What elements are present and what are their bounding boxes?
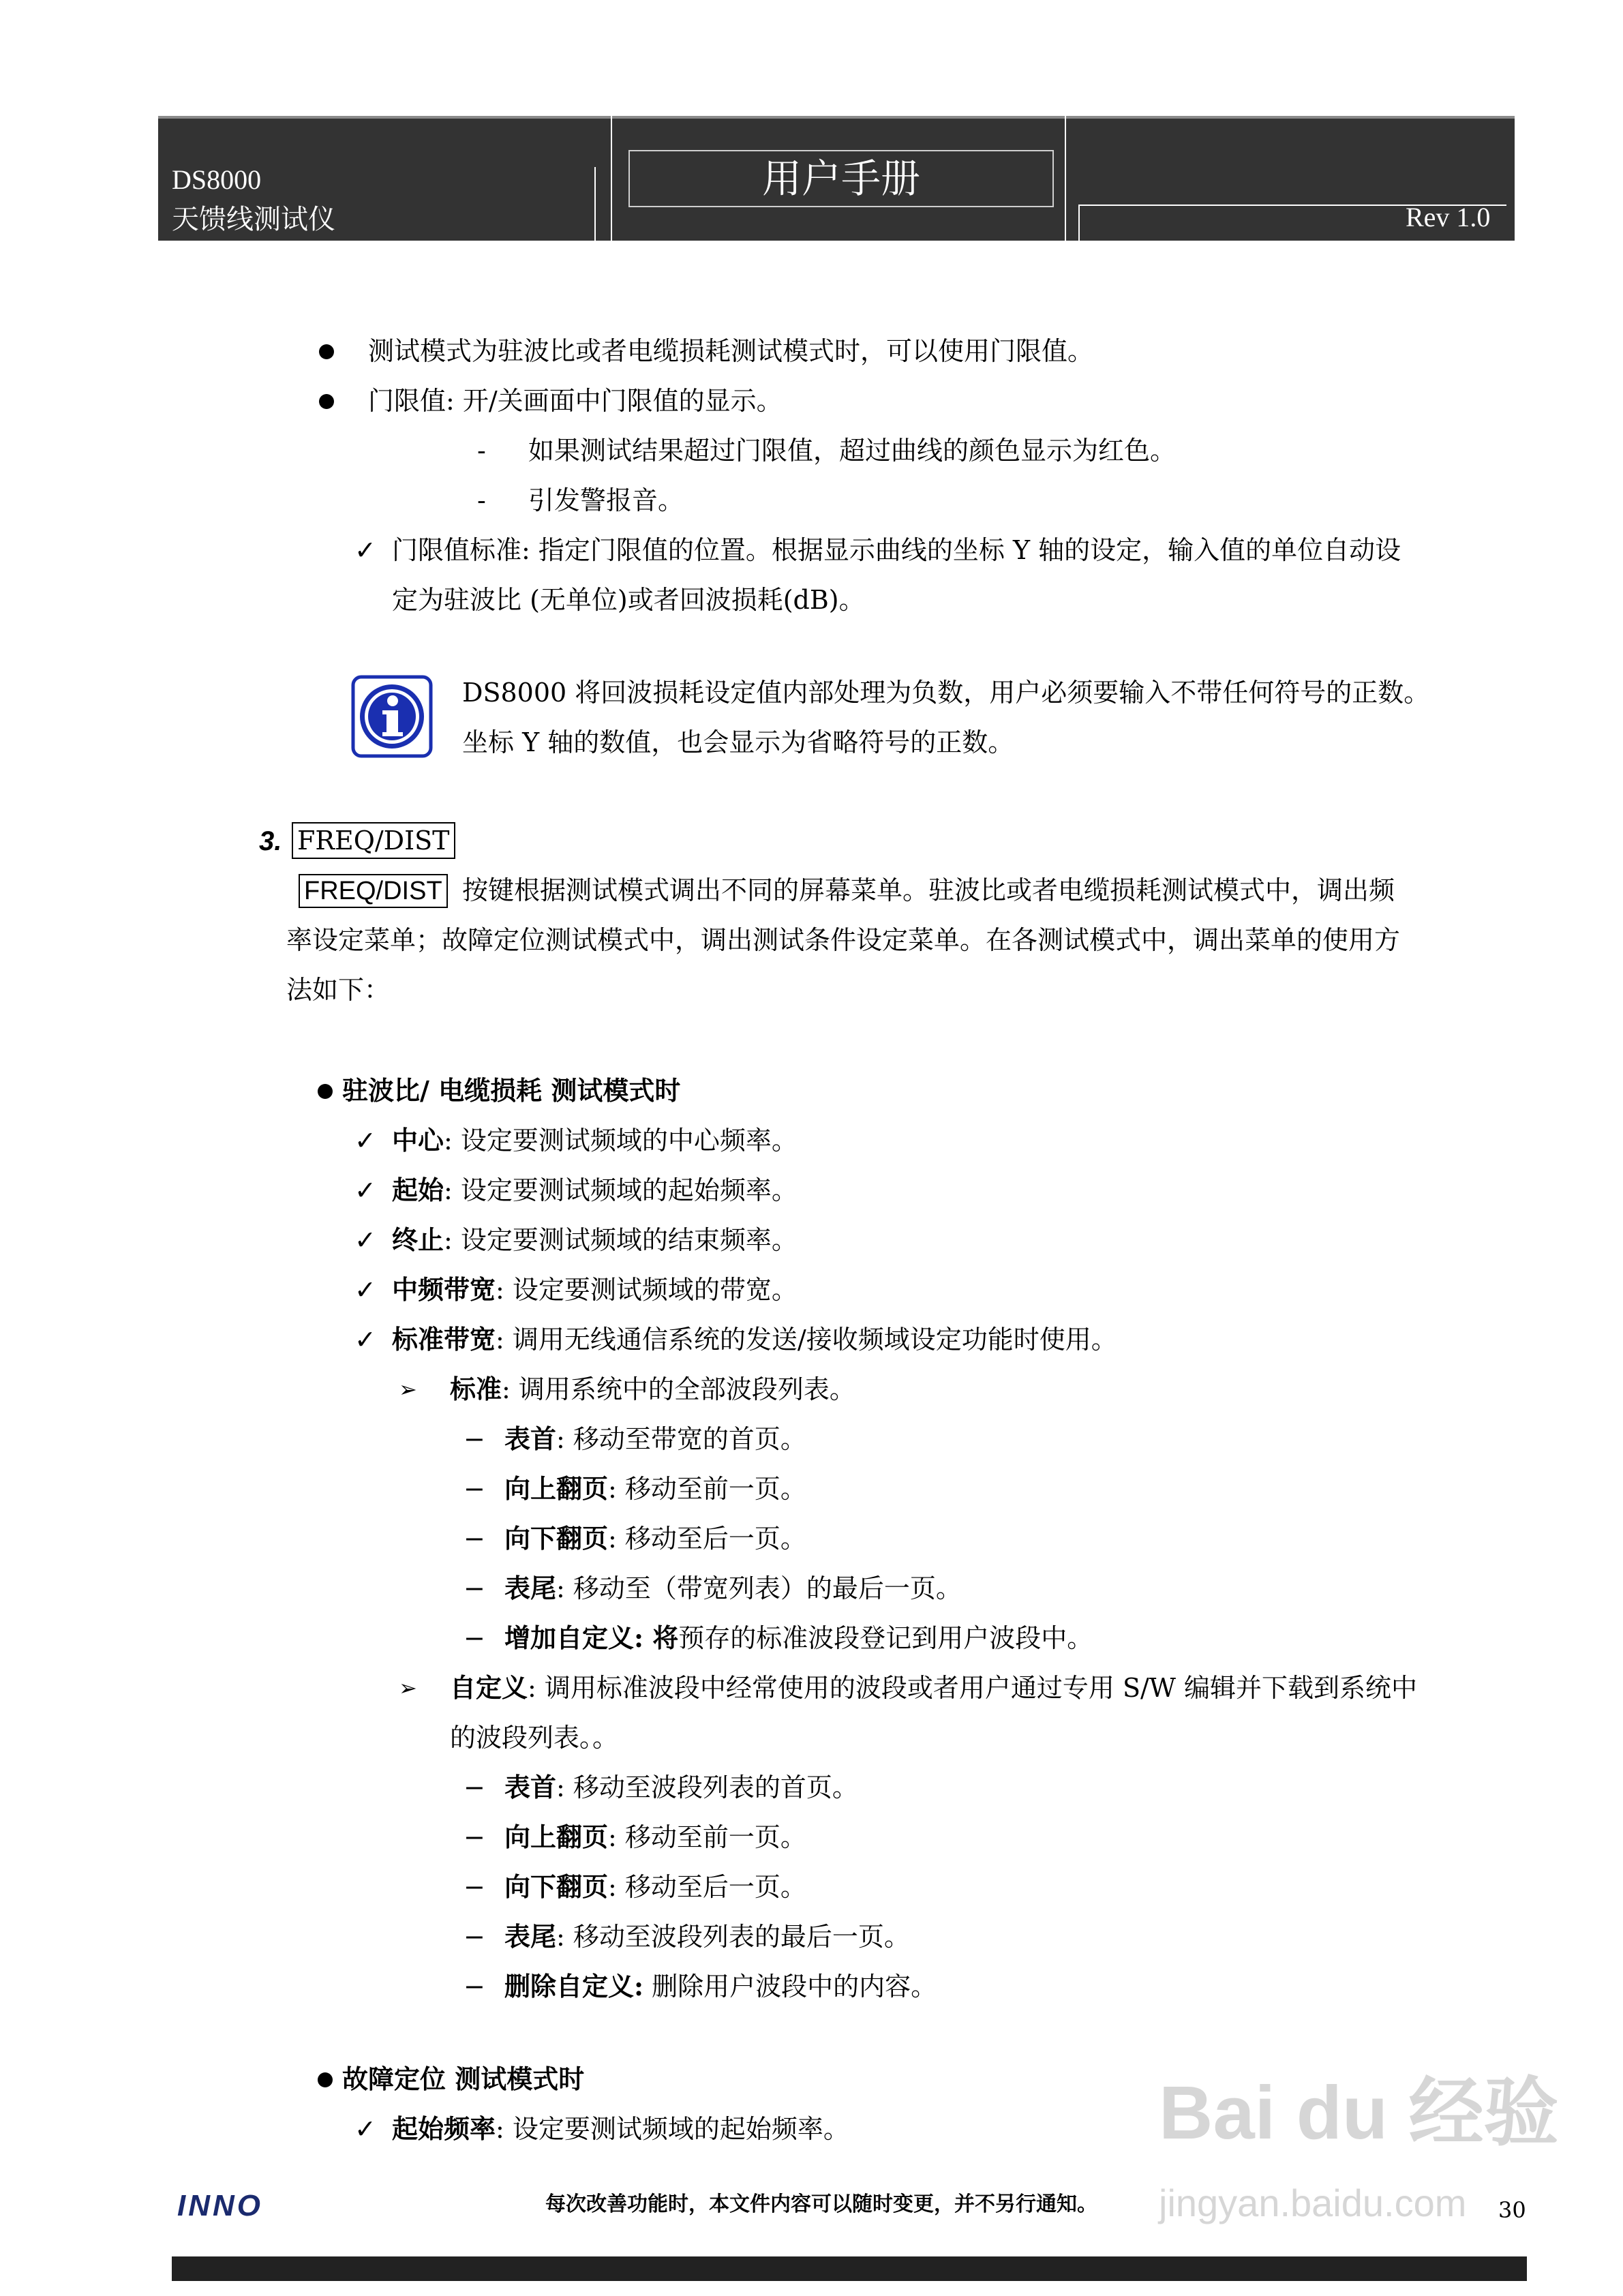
- list-item: [504, 1571, 962, 1606]
- list-item: [504, 1919, 910, 1954]
- dash-mark: −: [464, 1972, 485, 2002]
- header-divider: [1065, 116, 1066, 241]
- item-desc: : 移动至（带宽列表）的最后一页。: [556, 1573, 962, 1603]
- list-item: [450, 1372, 855, 1407]
- bullet-dot: [319, 344, 334, 359]
- item-desc: : 设定要测试频域的带宽。: [496, 1275, 798, 1305]
- check-icon: ✓: [354, 1175, 376, 1205]
- header-product: 天馈线测试仪: [172, 204, 335, 235]
- mode-dtf-heading: 故障定位 测试模式时: [342, 2064, 585, 2094]
- header-divider: [611, 116, 612, 241]
- footer-bar: [172, 2256, 1527, 2281]
- check-icon: ✓: [354, 535, 376, 565]
- item-desc: : 设定要测试频域的起始频率。: [444, 1175, 798, 1205]
- check-icon: ✓: [354, 1275, 376, 1305]
- footer-notice: 每次改善功能时，本文件内容可以随时变更，并不另行通知。: [545, 2193, 1097, 2216]
- arrow-icon: ➢: [399, 1376, 417, 1402]
- item-term: 表首: [504, 1772, 557, 1802]
- mode-vswr-heading: 驻波比/ 电缆损耗 测试模式时: [342, 1075, 681, 1106]
- list-item: [450, 1670, 1417, 1706]
- page-header: [158, 116, 1515, 241]
- item-desc: : 移动至波段列表的首页。: [556, 1772, 858, 1802]
- item-desc: 删除用户波段中的内容。: [643, 1972, 937, 2002]
- info-icon: [351, 675, 433, 758]
- section-para-line1: 按键根据测试模式调出不同的屏幕菜单。驻波比或者电缆损耗测试模式中，调出频: [462, 875, 1395, 905]
- list-item: [392, 2111, 849, 2147]
- dash-mark: −: [464, 1623, 485, 1653]
- threshold-std-line1: 门限值标准: 指定门限值的位置。根据显示曲线的坐标 Y 轴的设定，输入值的单位自动设: [392, 535, 1401, 565]
- check-icon: ✓: [354, 1126, 376, 1155]
- list-item: [504, 1421, 806, 1457]
- list-item: [504, 1770, 858, 1805]
- item-desc: : 移动至波段列表的最后一页。: [556, 1922, 910, 1952]
- header-divider: [594, 167, 596, 241]
- list-item: [504, 1869, 806, 1905]
- item-term: 自定义: [450, 1672, 528, 1703]
- item-desc: : 移动至带宽的首页。: [556, 1424, 806, 1454]
- item-term: 增加自定义: 将: [504, 1622, 679, 1653]
- arrow-icon: ➢: [399, 1675, 417, 1701]
- watermark-url: jingyan.baidu.com: [1159, 2181, 1467, 2224]
- sub-item-text: 如果测试结果超过门限值，超过曲线的颜色显示为红色。: [528, 436, 1177, 466]
- item-desc: : 调用系统中的全部波段列表。: [502, 1374, 855, 1404]
- item-term: 中心: [392, 1125, 444, 1155]
- item-term: 表尾: [504, 1921, 557, 1952]
- item-desc: : 设定要测试频域的起始频率。: [496, 2114, 849, 2144]
- item-term: 起始频率: [392, 2113, 496, 2144]
- item-desc: : 调用无线通信系统的发送/接收频域设定功能时使用。: [496, 1325, 1117, 1355]
- item-term: 中频带宽: [392, 1274, 496, 1305]
- section-key-title: FREQ/DIST: [292, 822, 455, 859]
- list-item: [392, 1173, 798, 1208]
- item-term: 向上翻页: [504, 1822, 609, 1852]
- watermark-brand: Bai du 经验: [1159, 2071, 1559, 2155]
- bullet-dot: [319, 394, 334, 409]
- info-note-line2: 坐标 Y 轴的数值，也会显示为省略符号的正数。: [462, 727, 1014, 757]
- bullet-text: 测试模式为驻波比或者电缆损耗测试模式时，可以使用门限值。: [368, 336, 1094, 366]
- item-desc: : 设定要测试频域的中心频率。: [444, 1126, 798, 1155]
- list-item: [504, 1471, 806, 1507]
- section-para-line3: 法如下：: [286, 975, 391, 1005]
- list-item: [504, 1969, 937, 2004]
- header-title: 用户手册: [761, 155, 920, 202]
- dash-mark: −: [464, 1474, 485, 1504]
- item-desc: : 调用标准波段中经常使用的波段或者用户通过专用 S/W 编辑并下载到系统中: [528, 1673, 1417, 1703]
- header-revision: Rev 1.0: [1406, 202, 1491, 232]
- bullet-text: 门限值: 开/关画面中门限值的显示。: [368, 386, 783, 416]
- item-term: 标准带宽: [392, 1324, 496, 1355]
- item-desc: : 移动至前一页。: [608, 1474, 806, 1504]
- item-term: 表尾: [504, 1573, 557, 1603]
- list-item: [392, 1322, 1117, 1357]
- list-item: [392, 1123, 798, 1158]
- dash-mark: −: [464, 1872, 485, 1902]
- header-top-rule: [158, 116, 1515, 119]
- check-icon: ✓: [354, 1325, 376, 1355]
- check-icon: ✓: [354, 2114, 376, 2144]
- item-term: 表首: [504, 1423, 557, 1454]
- dash-mark: -: [477, 436, 486, 466]
- inno-logo: INNO: [177, 2189, 263, 2222]
- list-item: [504, 1620, 1093, 1656]
- dash-mark: −: [464, 1573, 485, 1603]
- threshold-std-line2: 定为驻波比 (无单位)或者回波损耗(dB)。: [392, 585, 865, 615]
- list-item: [392, 1222, 798, 1258]
- item-term: 向上翻页: [504, 1473, 609, 1504]
- list-item: [392, 1272, 798, 1308]
- item-desc: : 移动至前一页。: [608, 1822, 806, 1852]
- item-desc: : 移动至后一页。: [608, 1524, 806, 1554]
- page-number: 30: [1498, 2197, 1526, 2223]
- bullet-dot: [318, 2072, 333, 2087]
- section-number: 3.: [259, 826, 282, 856]
- list-item: [504, 1819, 806, 1855]
- dash-mark: −: [464, 1922, 485, 1952]
- dash-mark: −: [464, 1822, 485, 1852]
- dash-mark: -: [477, 485, 486, 515]
- item-term: 向下翻页: [504, 1523, 609, 1554]
- dash-mark: −: [464, 1524, 485, 1554]
- section-para-line2: 率设定菜单；故障定位测试模式中，调出测试条件设定菜单。在各测试模式中，调出菜单的使用方: [286, 925, 1401, 955]
- dash-mark: −: [464, 1772, 485, 1802]
- header-divider: [1078, 205, 1080, 241]
- list-item: [504, 1521, 806, 1556]
- item-term: 删除自定义:: [504, 1971, 644, 2002]
- header-model: DS8000: [172, 164, 262, 195]
- item-desc: 预存的标准波段登记到用户波段中。: [678, 1623, 1093, 1653]
- item-term: 起始: [392, 1175, 444, 1205]
- sub-item-text: 引发警报音。: [528, 485, 684, 515]
- bullet-dot: [318, 1084, 333, 1099]
- item-term: 终止: [392, 1224, 444, 1255]
- item-term: 标准: [450, 1374, 502, 1404]
- dash-mark: −: [464, 1424, 485, 1454]
- custom-desc-line2: 的波段列表。。: [450, 1723, 619, 1753]
- item-term: 向下翻页: [504, 1871, 609, 1902]
- info-note-line1: DS8000 将回波损耗设定值内部处理为负数，用户必须要输入不带任何符号的正数。: [462, 678, 1430, 708]
- item-desc: : 移动至后一页。: [608, 1872, 806, 1902]
- check-icon: ✓: [354, 1225, 376, 1255]
- item-desc: : 设定要测试频域的结束频率。: [444, 1225, 798, 1255]
- freq-dist-key: FREQ/DIST: [299, 874, 448, 908]
